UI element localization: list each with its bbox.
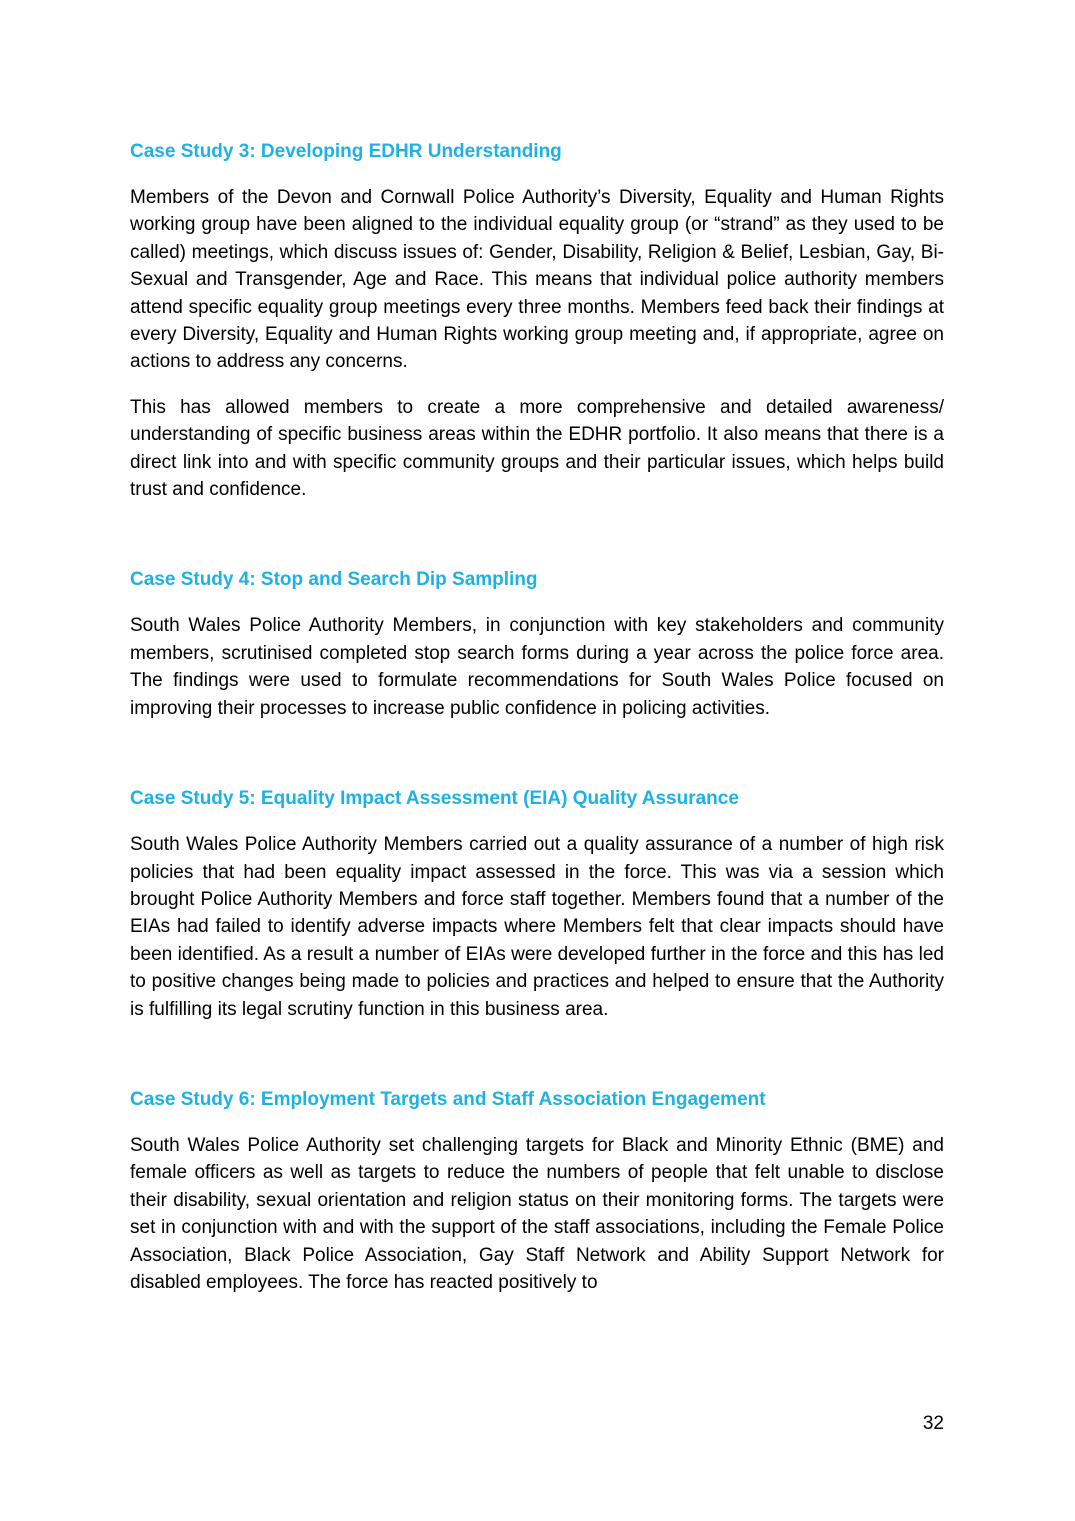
paragraph: South Wales Police Authority set challenging targets for Black and Minority Ethnic (BME) and female officers as well as targets to reduce the numbers of people that felt unable to disclose their disability, sexual orientation and religion status on their monitoring forms. The targets were set in conjunction with and with the support of the staff associations, including the Female Police Association, Black Police Association, Gay Staff Network and Ability Support Network for disabled employees. The force has reacted positively to [130, 1134, 944, 1293]
section-heading: Case Study 3: Developing EDHR Understanding [130, 141, 562, 162]
paragraph: Members of the Devon and Cornwall Police Authority’s Diversity, Equality and Human Rights working group have been aligned to the individual equality group (or “strand” as they used to be called) meetings, which discuss issues of: Gender, Disability, Religion & Belief, Lesbian, Gay, Bi-Sexual and Transgender, Age and Race. This means that individual police authority members attend specific equality group meetings every three months. Members feed back their findings at every Diversity, Equality and Human Rights working group meeting and, if appropriate, agree on actions to address any concerns. [130, 187, 944, 373]
case-study-5 [130, 785, 944, 1023]
section-spacer [130, 740, 944, 785]
paragraph: South Wales Police Authority Members, in conjunction with key stakeholders and community members, scrutinised completed stop search forms during a year across the police force area. The findings were used to formulate recommendations for South Wales Police focused on improving their processes to increase public confidence in policing activities. [130, 615, 944, 719]
document-body [130, 138, 944, 1314]
case-study-3 [130, 138, 944, 503]
section-spacer [130, 521, 944, 566]
section-spacer [130, 1041, 944, 1086]
section-heading: Case Study 6: Employment Targets and Staff Association Engagement [130, 1088, 766, 1110]
section-heading: Case Study 4: Stop and Search Dip Sampling [130, 569, 538, 591]
case-study-6 [130, 1086, 944, 1296]
section-heading: Case Study 5: Equality Impact Assessment (EIA) Quality Assurance [130, 788, 739, 810]
paragraph: South Wales Police Authority Members carried out a quality assurance of a number of high risk policies that had been equality impact assessed in the force. This was via a session which brought Police Authority Members and force staff together. Members found that a number of the EIAs had failed to identify adverse impacts where Members felt that clear impacts should have been identified. As a result a number of EIAs were developed further in the force and this has led to positive changes being made to policies and practices and helped to ensure that the Authority is fulfilling its legal scrutiny function in this business area. [130, 834, 944, 1020]
paragraph: This has allowed members to create a more comprehensive and detailed awareness/ understanding of specific business areas within the EDHR portfolio. It also means that there is a direct link into and with specific community groups and their particular issues, which helps build trust and confidence. [130, 396, 944, 501]
case-study-4 [130, 566, 944, 722]
page-number: 32 [922, 1413, 944, 1434]
